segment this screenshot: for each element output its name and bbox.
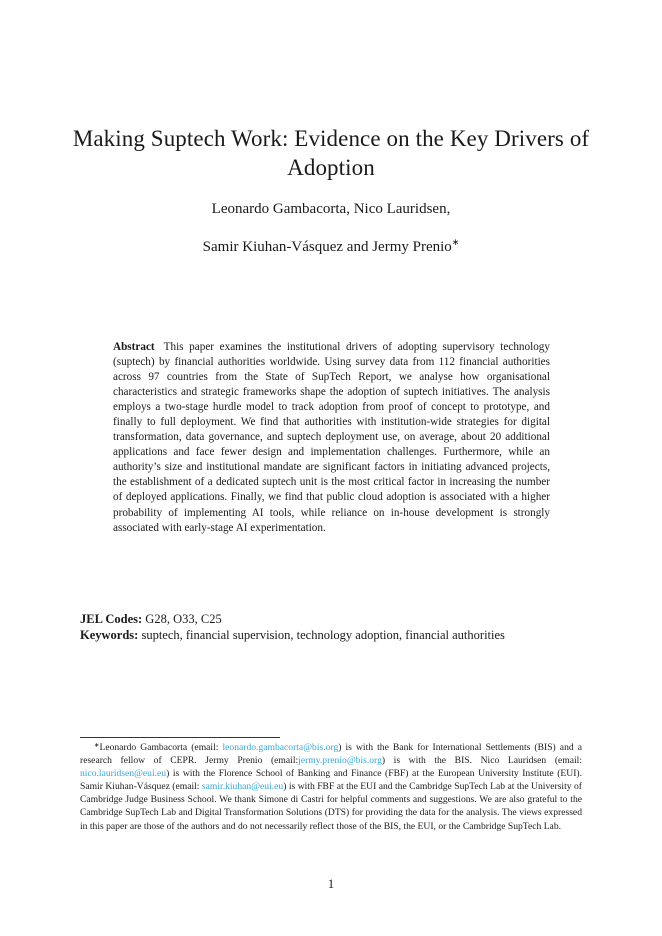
author-footnote-marker[interactable]: ∗	[451, 237, 460, 247]
email-link-gambacorta[interactable]: leonardo.gambacorta@bis.org	[222, 742, 339, 753]
email-link-lauridsen[interactable]: nico.lauridsen@eui.eu	[80, 768, 167, 780]
jel-label: JEL Codes:	[80, 612, 143, 626]
email-link-prenio[interactable]: jermy.prenio@bis.org	[298, 755, 382, 767]
authors-line-2-text: Samir Kiuhan-Vásquez and Jermy Prenio	[202, 239, 452, 255]
page-number: 1	[327, 877, 335, 891]
jel-value: G28, O33, C25	[145, 612, 222, 626]
footnote-divider	[80, 737, 280, 738]
abstract-text: This paper examines the institutional drivers of adopting supervisory technology (suptech) by financial authorities worldwide. Using survey data from 112 financial authorities across 97 countries from the State of SupTech Report, we analyse how organisational characteristics and strategic frameworks shape the adoption of suptech initiatives. The analysis employs a two-stage hurdle model to track adoption from proof of concept to prototype, and finally to full deployment. We find that authorities with institution-wide strategies for digital transformation, data governance, and suptech deployment use, on average, about 20 additional applications and face fewer design and implementation challenges. Furthermore, while an authority’s size and institutional mandate are significant factors in initiating advanced projects, the establishment of a dedicated suptech unit is the most critical factor in increasing the number of deployed applications. Finally, we find that public cloud adoption is associated with a higher probability of implementing AI tools, while reliance on in-house development is strongly associated with early-stage AI experimentation.	[113, 341, 550, 534]
keywords	[80, 627, 590, 643]
keywords-label: Keywords:	[80, 628, 139, 642]
footnote-text-5: ) is with FBF at the EUI and the Cambridge SupTech Lab at the University of Cambridge Judge Business School. We thank Simone di Castri for helpful comments and suggestions. We are also grateful to the Cambridge SupTech Lab and Digital Transformation Solutions (DTS) for providing the data for the analysis. The views expressed in this paper are those of the authors and do not necessarily reflect those of the BIS, the EUI, or the Cambridge SupTech Lab.	[80, 781, 582, 832]
paper-title: Making Suptech Work: Evidence on the Key Drivers of Adoption	[72, 126, 590, 180]
footnote-marker: ∗	[94, 742, 100, 749]
authors-line-2	[60, 233, 602, 256]
footnote-text-3: ) is with the BIS. Nico Lauridsen (email:	[381, 755, 582, 767]
footnote-text-2: ) is with the Bank for International Settlements (BIS) and a research fellow of CEPR. Jermy Prenio (email:	[80, 742, 582, 767]
keywords-value: suptech, financial supervision, technology adoption, financial authorities	[141, 628, 505, 642]
abstract	[113, 340, 550, 536]
footnote-text-4: ) is with the Florence School of Banking and Finance (FBF) at the European University Institute (EUI). Samir Kiuhan-Vásquez (email:	[80, 768, 582, 793]
email-link-kiuhan[interactable]: samir.kiuhan@eui.eu	[201, 781, 284, 793]
footnote	[80, 739, 582, 833]
jel-codes	[80, 611, 590, 627]
footnote-text-1: Leonardo Gambacorta (email:	[99, 742, 223, 753]
abstract-label: Abstract	[113, 341, 155, 353]
authors-line-1	[60, 200, 602, 218]
authors-line-1-text: Leonardo Gambacorta, Nico Lauridsen,	[211, 201, 451, 217]
